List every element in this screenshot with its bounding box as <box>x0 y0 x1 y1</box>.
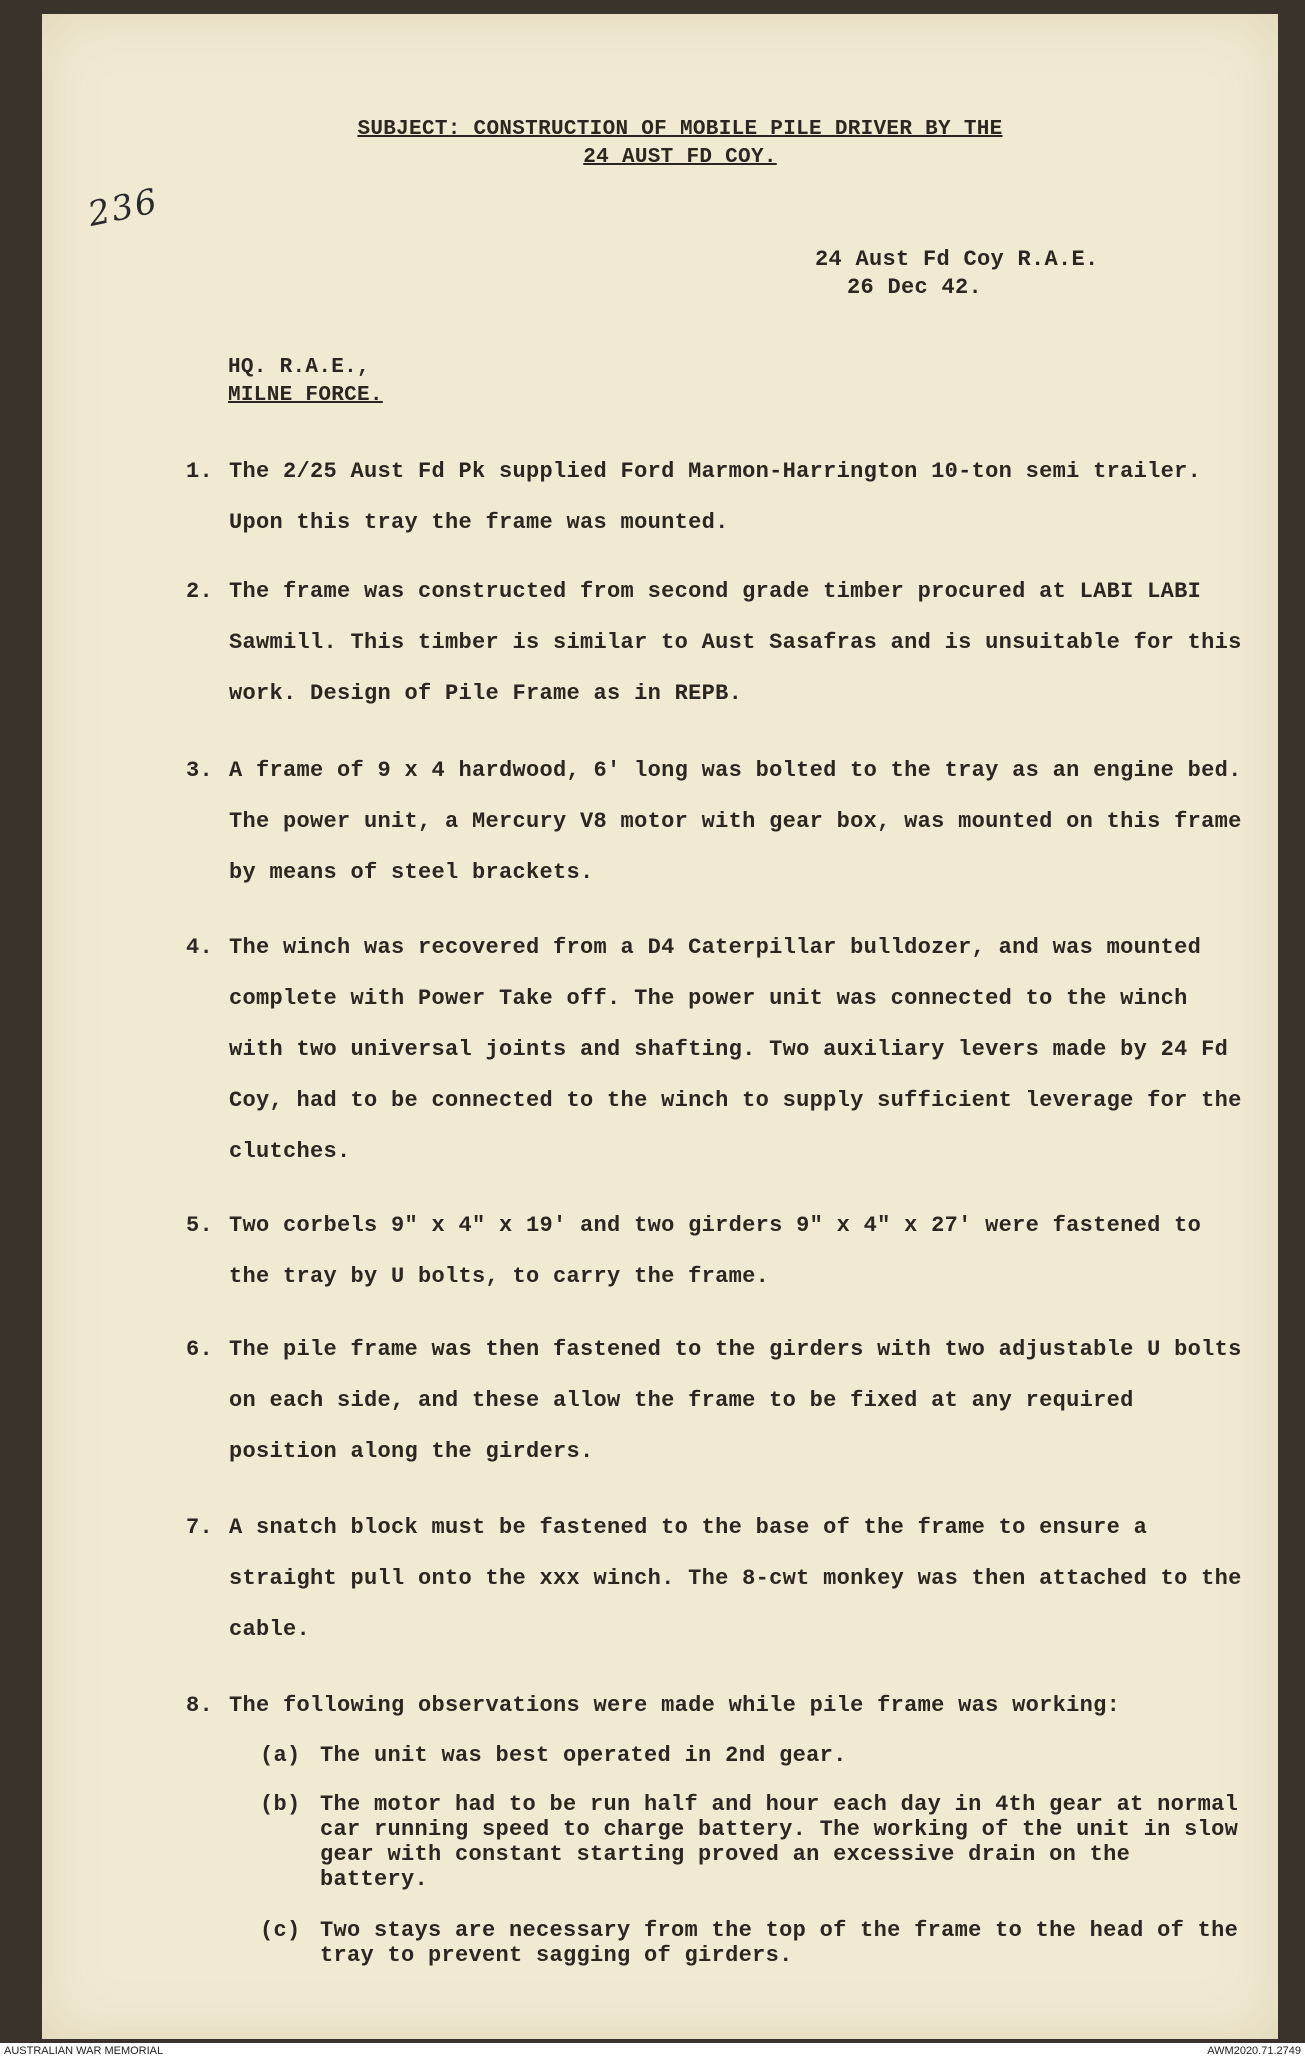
paragraph-text: The following observations were made while pile frame was working: <box>229 1693 1121 1718</box>
paragraph-number: 6. <box>186 1337 214 1362</box>
addressee-block <box>228 354 383 410</box>
subject-line-1: SUBJECT: CONSTRUCTION OF MOBILE PILE DRIVER BY THE <box>357 118 1003 141</box>
paragraph-text: The frame was constructed from second grade timber procured at LABI LABI Sawmill. This timber is similar to Aust Sasafras and is unsuitable for this work. Design of Pile Frame as in REPB. <box>229 579 1242 706</box>
sender-date: 26 Dec 42. <box>847 275 983 300</box>
paragraph-6 <box>186 1324 1246 1477</box>
archive-reference: AWM2020.71.2749 <box>1207 2045 1301 2057</box>
paragraph-number: 5. <box>186 1213 214 1238</box>
paragraph-8 <box>186 1680 1246 1731</box>
paragraph-text: Two corbels 9" x 4" x 19' and two girders 9" x 4" x 27' were fastened to the tray by U bolts, to carry the frame. <box>229 1213 1202 1289</box>
addressee-line-1: HQ. R.A.E., <box>228 356 370 379</box>
paragraph-text: The pile frame was then fastened to the girders with two adjustable U bolts on each side, and these allow the frame to be fixed at any required position along the girders. <box>229 1337 1242 1464</box>
paragraph-7 <box>186 1502 1246 1655</box>
paragraph-number: 7. <box>186 1515 214 1540</box>
addressee-line-2: MILNE FORCE. <box>228 384 383 407</box>
paragraph-text: A frame of 9 x 4 hardwood, 6' long was bolted to the tray as an engine bed. The power unit, a Mercury V8 motor with gear box, was mounted on this frame by means of steel brackets. <box>229 758 1242 885</box>
handwritten-folio-number: 236 <box>84 181 163 235</box>
archive-name: AUSTRALIAN WAR MEMORIAL <box>4 2045 164 2057</box>
observation-text: Two stays are necessary from the top of the frame to the head of the tray to prevent sagging of girders. <box>320 1918 1239 1968</box>
paragraph-5 <box>186 1200 1246 1302</box>
paragraph-text: The winch was recovered from a D4 Caterpillar bulldozer, and was mounted complete with Power Take off. The power unit was connected to the winch with two universal joints and shafting. Two auxiliary levers made by 24 Fd Coy, had to be connected to the winch to supply sufficient leverage for the clutches. <box>229 935 1242 1164</box>
observation-text: The motor had to be run half and hour each day in 4th gear at normal car running speed to charge battery. The working of the unit in slow gear with constant starting proved an excessive drain on the battery. <box>320 1792 1239 1892</box>
sender-unit: 24 Aust Fd Coy R.A.E. <box>815 247 1099 272</box>
paragraph-4 <box>186 922 1246 1177</box>
observation-c <box>260 1918 1250 1968</box>
paragraph-number: 2. <box>186 579 214 604</box>
observation-text: The unit was best operated in 2nd gear. <box>320 1743 847 1768</box>
subject-line-2: 24 AUST FD COY. <box>583 146 777 169</box>
observation-label: (b) <box>260 1792 301 1817</box>
paragraph-text: The 2/25 Aust Fd Pk supplied Ford Marmon-Harrington 10-ton semi trailer. Upon this tray the frame was mounted. <box>229 459 1202 535</box>
observation-b <box>260 1792 1250 1892</box>
observation-a <box>260 1743 1250 1768</box>
paragraph-number: 3. <box>186 758 214 783</box>
paragraph-text: A snatch block must be fastened to the base of the frame to ensure a straight pull onto the xxx winch. The 8-cwt monkey was then attached to the cable. <box>229 1515 1242 1642</box>
paragraph-number: 8. <box>186 1693 214 1718</box>
paragraph-1 <box>186 446 1246 548</box>
paragraph-2 <box>186 566 1246 719</box>
observation-label: (a) <box>260 1743 301 1768</box>
paragraph-number: 4. <box>186 935 214 960</box>
paragraph-3 <box>186 745 1246 898</box>
observation-label: (c) <box>260 1918 301 1943</box>
sender-block <box>815 246 1099 302</box>
archive-footer <box>0 2043 1305 2061</box>
subject-heading <box>290 116 1070 172</box>
paragraph-number: 1. <box>186 459 214 484</box>
